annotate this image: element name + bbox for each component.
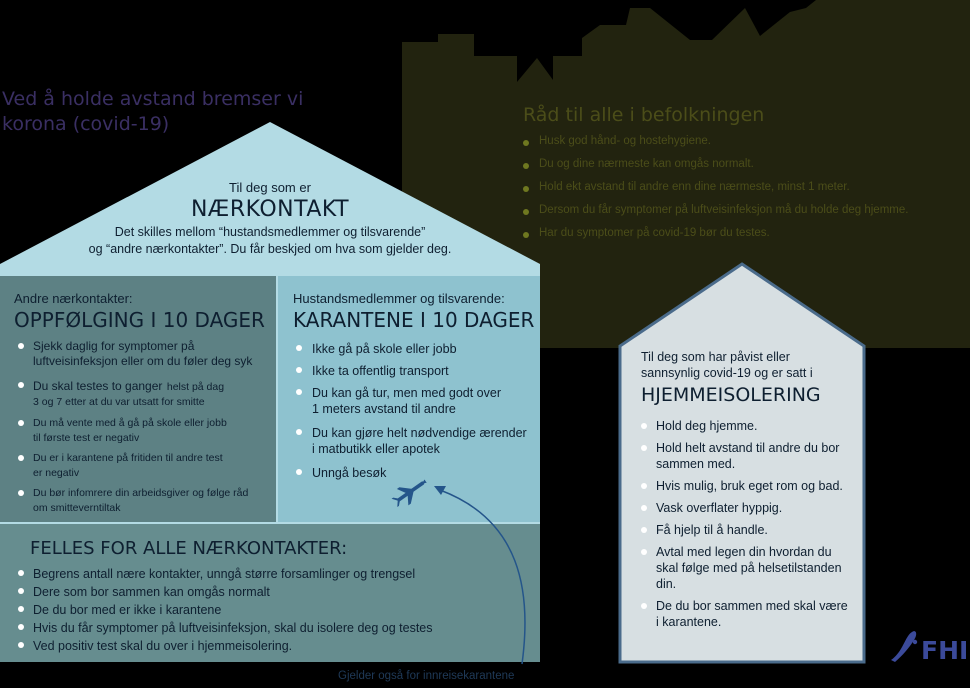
other-contacts-list xyxy=(18,339,273,521)
list-item: Unngå besøk xyxy=(296,465,536,487)
list-item: Dere som bor sammen kan omgås normalt xyxy=(18,584,533,602)
list-item: Vask overflater hyppig. xyxy=(641,500,861,522)
list-item: Hold ekt avstand til andre enn dine nærmeste, minst 1 meter. xyxy=(523,181,963,204)
fhi-logo-mark xyxy=(891,631,917,662)
list-item: Ved positiv test skal du over i hjemmeisolering. xyxy=(18,638,533,656)
list-item: Du må vente med å gå på skole eller jobb til første test er negativ xyxy=(18,416,273,451)
close-contact-title: NÆRKONTAKT xyxy=(190,197,350,222)
list-item: Du bør infomrere din arbeidsgiver og følge råd om smitteverntiltak xyxy=(18,486,273,521)
common-title: FELLES FOR ALLE NÆRKONTAKTER: xyxy=(30,538,348,559)
close-contact-desc-2: og “andre nærkontakter”. Du får beskjed om hva som gjelder deg. xyxy=(88,242,452,256)
list-item: Sjekk daglig for symptomer på luftveisinfeksjon eller om du føler deg syk xyxy=(18,339,273,378)
list-item: Hold helt avstand til andre du bor sammen med. xyxy=(641,440,861,478)
list-item: De du bor sammen med skal være i karantene. xyxy=(641,598,861,636)
other-contacts-label: Andre nærkontakter: xyxy=(14,291,133,306)
list-item: De du bor med er ikke i karantene xyxy=(18,602,533,620)
list-item: Hvis mulig, bruk eget rom og bad. xyxy=(641,478,861,500)
list-item: Du er i karantene på fritiden til andre test er negativ xyxy=(18,451,273,486)
list-item: Hvis du får symptomer på luftveisinfeksjon, skal du isolere deg og testes xyxy=(18,620,533,638)
other-contacts-title: OPPFØLGING I 10 DAGER xyxy=(14,308,265,332)
list-item: Ikke gå på skole eller jobb xyxy=(296,341,536,363)
household-title: KARANTENE I 10 DAGER xyxy=(293,308,535,332)
list-item: Ikke ta offentlig transport xyxy=(296,363,536,385)
household-label: Hustandsmedlemmer og tilsvarende: xyxy=(293,291,505,306)
list-item: Du skal testes to ganger helst på dag 3 og 7 etter at du var utsatt for smitte xyxy=(18,378,273,416)
travel-note-caption: Gjelder også for innreisekarantene xyxy=(338,670,515,682)
list-item: Du kan gå tur, men med godt over 1 meters avstand til andre xyxy=(296,385,536,425)
close-contact-intro: Til deg som er xyxy=(229,180,311,195)
close-contact-desc-1: Det skilles mellom “hustandsmedlemmer og tilsvarende” xyxy=(114,225,426,239)
list-item: Begrens antall nære kontakter, unngå større forsamlinger og trengsel xyxy=(18,566,533,584)
household-list xyxy=(296,341,536,487)
list-item: Få hjelp til å handle. xyxy=(641,522,861,544)
isolation-intro-1: Til deg som har påvist eller xyxy=(641,350,790,364)
isolation-list xyxy=(641,418,861,636)
general-advice-heading: Råd til alle i befolkningen xyxy=(523,104,765,126)
page-title: Ved å holde avstand bremser vi xyxy=(2,88,304,110)
list-item: Hold deg hjemme. xyxy=(641,418,861,440)
list-item: Husk god hånd- og hostehygiene. xyxy=(523,135,963,158)
general-advice-list xyxy=(523,135,963,250)
list-item: Du kan gjøre helt nødvendige ærender i matbutikk eller apotek xyxy=(296,425,536,465)
isolation-intro-2: sannsynlig covid-19 og er satt i xyxy=(641,366,813,380)
fhi-logo-text: FHI xyxy=(921,636,969,665)
list-item: Har du symptomer på covid-19 bør du testes. xyxy=(523,227,963,250)
page-title-line2: korona (covid-19) xyxy=(2,113,170,135)
list-item: Du og dine nærmeste kan omgås normalt. xyxy=(523,158,963,181)
common-list xyxy=(18,566,533,656)
isolation-title: HJEMMEISOLERING xyxy=(641,384,821,406)
list-item: Avtal med legen din hvordan du skal følge med på helsetilstanden din. xyxy=(641,544,861,598)
list-item: Dersom du får symptomer på luftveisinfeksjon må du holde deg hjemme. xyxy=(523,204,963,227)
